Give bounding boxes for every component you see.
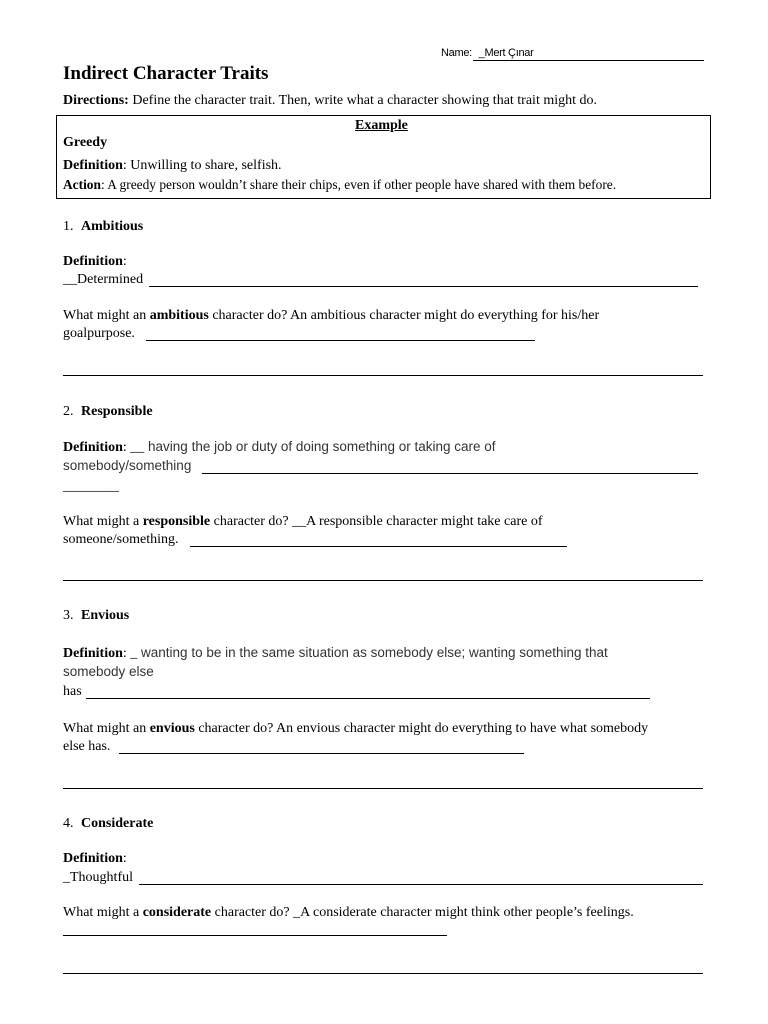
item-3-definition-text-2: somebody else (63, 664, 154, 679)
item-3-trait: Envious (81, 608, 130, 623)
item-3-question (63, 720, 648, 738)
directions-text: Define the character trait. Then, write what a character showing that trait might do. (128, 93, 598, 108)
item-4-answer-line-2 (63, 973, 703, 974)
item-3-heading (63, 607, 129, 625)
item-4-number: 4. (63, 816, 74, 831)
item-3-definition-line-1 (63, 644, 608, 663)
item-3-definition-text-1: wanting to be in the same situation as somebody else; wanting something that (137, 645, 608, 660)
item-1-answer-line-1 (146, 340, 535, 341)
item-2-definition-colon: : __ (122, 440, 145, 455)
item-4-definition-colon: : (122, 851, 127, 866)
item-1-number: 1. (63, 219, 74, 234)
name-label: Name: (441, 47, 472, 59)
item-2-answer-cont: someone/something. (63, 532, 179, 547)
item-1-definition-line (149, 286, 698, 287)
item-4-question (63, 904, 634, 922)
item-2-heading (63, 403, 153, 421)
item-1-heading (63, 218, 143, 236)
item-1-definition-label: Definition (63, 254, 123, 269)
item-1-definition-label-line (63, 253, 127, 271)
item-2-trait: Responsible (81, 404, 153, 419)
item-3-answer-line-2 (63, 788, 703, 789)
example-trait: Greedy (63, 135, 108, 150)
student-name: _Mert Çınar (478, 47, 534, 59)
item-4-trait: Considerate (81, 816, 154, 831)
item-2-answer-line-2 (63, 580, 703, 581)
directions-label: Directions: (63, 93, 129, 108)
item-1-question-post: character do? An ambitious character might do everything for his/her (208, 308, 600, 323)
example-action-label: Action (63, 177, 101, 192)
item-3-definition-label: Definition (63, 646, 123, 661)
item-4-answer-line-1 (63, 935, 447, 936)
item-1-answer-cont: goalpurpose. (63, 326, 135, 341)
item-3-definition-text-3: has (63, 684, 82, 699)
item-3-answer-line-1 (119, 753, 524, 754)
example-definition-text: : Unwilling to share, selfish. (122, 158, 282, 173)
example-heading: Example (355, 118, 408, 133)
item-1-question (63, 307, 599, 325)
example-definition-label: Definition (63, 158, 123, 173)
example-action (63, 176, 616, 194)
item-4-definition-label-line (63, 850, 127, 868)
item-4-heading (63, 815, 153, 833)
directions (63, 92, 597, 110)
item-2-question-post: character do? __A responsible character might take care of (210, 514, 543, 529)
item-3-number: 3. (63, 608, 74, 623)
item-4-definition-label: Definition (63, 851, 123, 866)
item-3-definition-line (86, 698, 650, 699)
item-2-definition-tail: ________ (63, 479, 119, 494)
item-2-definition-line (202, 473, 698, 474)
name-field (441, 47, 533, 59)
item-1-trait: Ambitious (81, 219, 144, 234)
item-4-question-trait: considerate (142, 905, 212, 920)
item-4-question-pre: What might a (63, 905, 143, 920)
item-2-definition-text-1: having the job or duty of doing something or taking care of (144, 439, 496, 454)
page-title: Indirect Character Traits (63, 63, 269, 84)
item-3-question-pre: What might an (63, 721, 150, 736)
item-4-definition-answer: _Thoughtful (63, 870, 133, 885)
item-1-answer-line-2 (63, 375, 703, 376)
item-2-question (63, 513, 542, 531)
example-action-text: : A greedy person wouldn’t share their chips, even if other people have shared with them before. (100, 177, 617, 192)
item-4-definition-line (139, 884, 703, 885)
item-2-definition-line-1 (63, 438, 496, 457)
item-1-question-trait: ambitious (149, 308, 209, 323)
item-1-definition-answer: __Determined (63, 272, 144, 287)
item-3-definition-colon: : _ (122, 646, 138, 661)
item-2-definition-text-2: somebody/something (63, 458, 192, 473)
item-2-question-pre: What might a (63, 514, 143, 529)
item-1-definition-colon: : (122, 254, 127, 269)
item-3-question-post: character do? An envious character might do everything to have what somebody (194, 721, 649, 736)
item-1-question-pre: What might an (63, 308, 150, 323)
item-2-answer-line-1 (190, 546, 567, 547)
name-underline (473, 60, 704, 61)
example-definition (63, 157, 282, 175)
item-3-question-trait: envious (149, 721, 195, 736)
item-2-question-trait: responsible (142, 514, 211, 529)
item-2-definition-label: Definition (63, 440, 123, 455)
item-4-question-post: character do? _A considerate character might think other people’s feelings. (211, 905, 634, 920)
item-2-number: 2. (63, 404, 74, 419)
item-3-answer-cont: else has. (63, 739, 111, 754)
